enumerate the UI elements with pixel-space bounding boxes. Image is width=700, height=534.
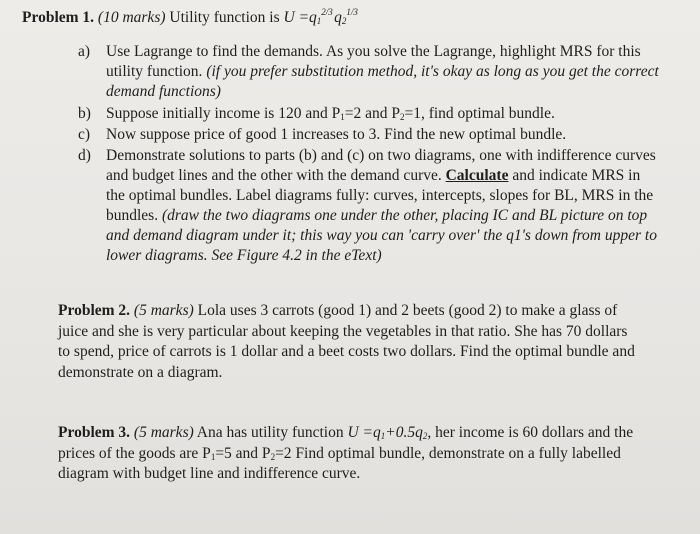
problem-1-marks: (10 marks) bbox=[97, 9, 166, 26]
part-a bbox=[22, 42, 662, 102]
part-c-text: Now suppose price of good 1 increases to 3. Find the new optimal bundle. bbox=[106, 126, 567, 143]
problem-3-marks: (5 marks) bbox=[133, 424, 194, 441]
part-label: c) bbox=[78, 126, 91, 143]
utility-function: $U =q_1^{2/3}$ $q_2^{1/3}$ bbox=[283, 7, 358, 26]
calculate-emphasis: Calculate bbox=[445, 167, 509, 184]
problem-2-marks: (5 marks) bbox=[133, 302, 194, 319]
problem-2 bbox=[58, 301, 642, 383]
problem-1 bbox=[22, 8, 662, 267]
problem-3-intro: Ana has utility function bbox=[196, 424, 344, 441]
part-a-text: Use Lagrange to find the demands. As you solve the Lagrange, highlight MRS for this utility function. bbox=[106, 43, 641, 80]
problem-3-title: Problem 3. bbox=[58, 424, 131, 441]
part-d-text: Demonstrate solutions to parts (b) and (c) on two diagrams, one with indifference curves and budget lines and the other with the demand curve. bbox=[106, 147, 656, 184]
problem-3-prices: , her income is 60 dollars and the prices of the goods are $P_1=5$ and $P_2=2$ bbox=[58, 424, 634, 462]
problem-1-heading bbox=[22, 8, 662, 28]
utility-function-3: $U =q_1+0.5q_2$ bbox=[347, 424, 428, 441]
part-label: d) bbox=[78, 147, 91, 164]
problem-2-title: Problem 2. bbox=[58, 302, 131, 319]
problem-1-stem: Utility function is bbox=[169, 9, 280, 26]
part-label: a) bbox=[78, 43, 91, 60]
problem-3-text: Find optimal bundle, demonstrate on a fully labelled diagram with budget line and indifference curve. bbox=[58, 444, 621, 482]
problem-1-title: Problem 1. bbox=[22, 9, 95, 26]
part-d-note: (draw the two diagrams one under the other, placing IC and BL picture on top and demand diagram under it; this way you can 'carry over' the q1's down from upper to lower diagrams. See Figure 4.2 in the eText) bbox=[106, 207, 657, 264]
part-d bbox=[22, 146, 662, 266]
problem-3 bbox=[58, 423, 642, 485]
part-a-note: (if you prefer substitution method, it's okay as long as you get the correct demand functions) bbox=[106, 63, 659, 100]
part-label: b) bbox=[78, 105, 91, 122]
part-c bbox=[22, 125, 662, 145]
problem-2-text: Lola uses 3 carrots (good 1) and 2 beets (good 2) to make a glass of juice and she is very particular about keeping the vegetables in that ratio. She has 70 dollars to spend, price of carrots is 1 dollar and a beet costs two dollars. Find the optimal bundle and demonstrate on a diagram. bbox=[58, 302, 635, 381]
part-d-text-cont: and indicate MRS in the optimal bundles. Label diagrams fully: curves, intercepts, slopes for BL, MRS in the bundles. bbox=[106, 167, 654, 224]
problem-1-parts bbox=[22, 42, 662, 266]
part-b bbox=[22, 104, 662, 124]
part-b-text: Suppose initially income is 120 and $P_1=2$ and $P_2=1$, find optimal bundle. bbox=[106, 105, 555, 122]
